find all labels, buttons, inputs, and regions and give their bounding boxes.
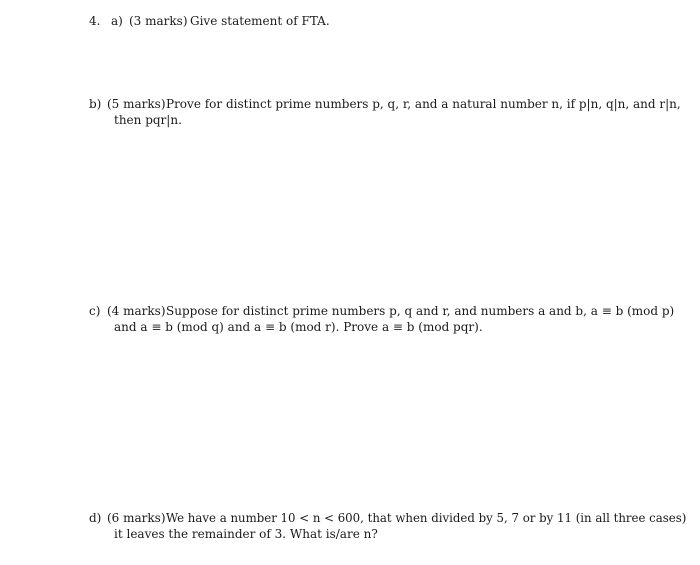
part-a-label: a) xyxy=(111,14,123,28)
part-b-line1: Prove for distinct prime numbers p, q, r, and a natural number n, if p|n, q|n, and r|n, xyxy=(166,97,681,111)
part-d-marks: (6 marks) xyxy=(107,511,166,525)
part-d-line2: it leaves the remainder of 3. What is/are n? xyxy=(114,527,378,541)
part-d-line1: We have a number 10 < n < 600, that when divided by 5, 7 or by 11 (in all three cases) xyxy=(166,511,687,525)
part-b-line2: then pqr|n. xyxy=(114,113,182,127)
question-number: 4. xyxy=(89,14,101,28)
part-b-marks: (5 marks) xyxy=(107,97,166,111)
part-c-line1: Suppose for distinct prime numbers p, q and r, and numbers a and b, a ≡ b (mod p) xyxy=(166,304,675,318)
part-a-text: Give statement of FTA. xyxy=(190,14,330,28)
part-c-marks: (4 marks) xyxy=(107,304,166,318)
part-c-label: c) xyxy=(89,304,101,318)
part-c-line2: and a ≡ b (mod q) and a ≡ b (mod r). Prove a ≡ b (mod pqr). xyxy=(114,320,483,334)
part-d-label: d) xyxy=(89,511,102,525)
part-a-marks: (3 marks) xyxy=(129,14,188,28)
part-b-label: b) xyxy=(89,97,102,111)
